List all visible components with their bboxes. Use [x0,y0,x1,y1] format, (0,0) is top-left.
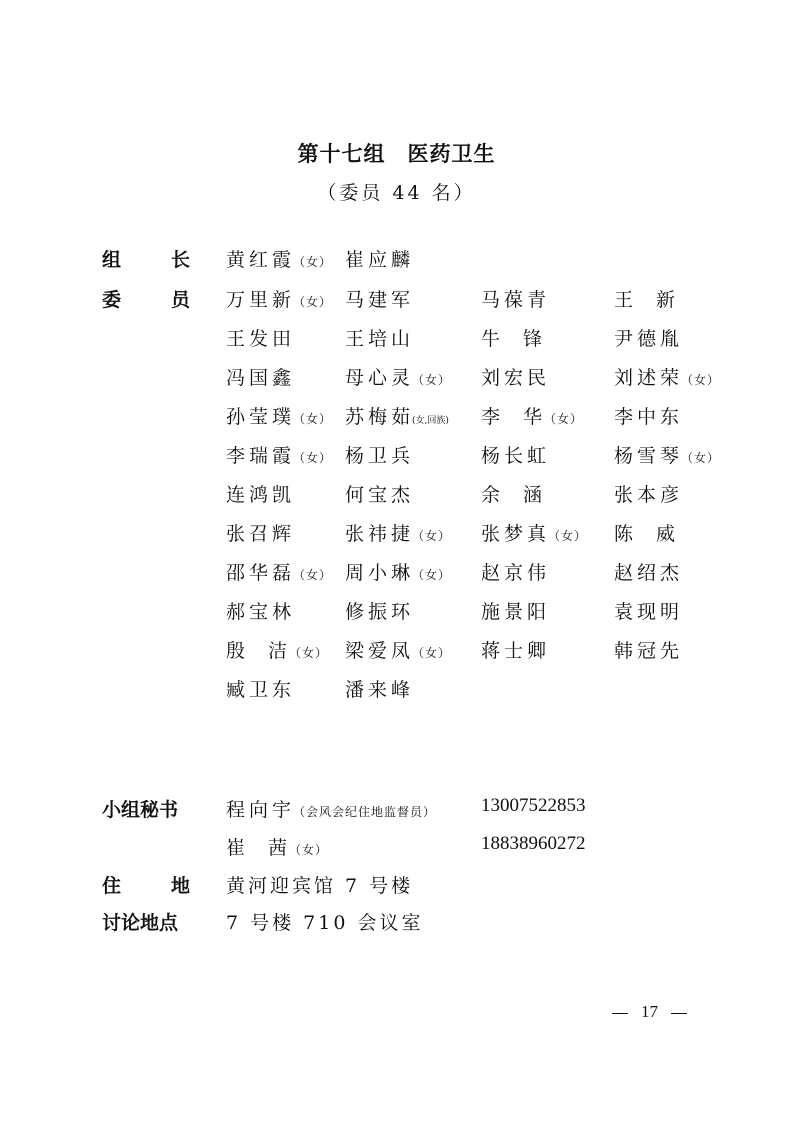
member-entry [226,441,332,468]
member-entry [226,675,295,702]
person-note: （女） [412,646,452,660]
member-entry [345,558,451,585]
member-entry [614,480,683,507]
dash-left [612,1013,628,1014]
member-entry [226,285,332,312]
person-name: 刘宏民 [481,367,551,389]
group-title [0,138,793,168]
member-entry [345,324,414,351]
member-entry [226,363,295,390]
member-entry [345,675,414,702]
person-name: 梁爱凤 [345,640,415,662]
person-name: 杨卫兵 [345,445,415,467]
person-name: 余 涵 [481,484,547,506]
lodging-label: 住 地 [102,875,190,897]
secretary-phone: 13007522853 [481,795,586,816]
lodging-value: 黄河迎宾馆 7 号楼 [226,875,414,897]
member-entry [481,636,550,663]
member-entry [614,558,683,585]
person-note: （女） [544,412,584,426]
secretary-note: （会风会纪住地监督员） [293,805,437,819]
member-entry [614,441,720,468]
leader-entry [226,245,332,272]
person-name: 修振环 [345,601,415,623]
member-entry [226,558,332,585]
member-entry [614,285,679,312]
person-note: （女） [681,373,721,387]
member-entry [345,363,451,390]
secretary-name: 崔 茜 [226,837,292,859]
person-name: 黄红霞 [226,249,296,271]
member-entry [614,519,679,546]
member-entry [614,636,683,663]
person-name: 王 新 [614,289,680,311]
member-entry [481,324,546,351]
member-entry [481,558,550,585]
person-name: 牛 锋 [481,328,547,350]
dash-right [671,1013,687,1014]
person-name: 邵华磊 [226,562,296,584]
person-note: (女,回族) [412,416,449,426]
person-name: 赵绍杰 [614,562,684,584]
person-name: 孙莹璞 [226,406,296,428]
member-entry [226,324,295,351]
person-name: 施景阳 [481,601,551,623]
person-name: 郝宝林 [226,601,296,623]
person-name: 万里新 [226,289,296,311]
person-name: 苏梅茹 [345,406,415,428]
person-note: （女） [412,529,452,543]
member-entry [481,597,550,624]
person-name: 母心灵 [345,367,415,389]
person-note: （女） [293,412,333,426]
member-entry [226,480,295,507]
person-name: 陈 威 [614,523,680,545]
member-entry [226,402,332,429]
member-entry [481,519,587,546]
member-entry [345,441,414,468]
secretary-name: 程向宇 [226,799,296,821]
person-note: （女） [293,451,333,465]
person-name: 蒋士卿 [481,640,551,662]
page-footer [612,1002,687,1022]
member-entry [345,519,451,546]
person-name: 杨雪琴 [614,445,684,467]
person-note: （女） [548,529,588,543]
member-entry [614,402,683,429]
person-name: 马葆青 [481,289,551,311]
person-note: （女） [412,568,452,582]
member-entry [345,402,449,429]
person-name: 李瑞霞 [226,445,296,467]
person-name: 周小琳 [345,562,415,584]
group-field: 医药卫生 [407,142,496,166]
page-number: 17 [641,1002,658,1021]
member-entry [226,519,295,546]
person-name: 张召辉 [226,523,296,545]
member-entry [345,285,414,312]
person-name: 韩冠先 [614,640,684,662]
member-entry [226,636,328,663]
person-name: 马建军 [345,289,415,311]
person-name: 连鸿凯 [226,484,296,506]
person-name: 张梦真 [481,523,551,545]
group-number: 第十七组 [297,142,386,166]
person-name: 李中东 [614,406,684,428]
member-entry [345,597,414,624]
member-entry [345,480,414,507]
person-name: 殷 洁 [226,640,292,662]
member-entry [226,597,295,624]
member-label: 委 员 [102,289,190,311]
member-entry [614,324,683,351]
leader-label: 组 长 [102,249,190,271]
person-name: 张祎捷 [345,523,415,545]
member-entry [481,402,583,429]
secretary-phone: 18838960272 [481,833,586,854]
person-name: 王发田 [226,328,296,350]
member-entry [481,363,550,390]
person-note: （女） [293,568,333,582]
member-entry [481,285,550,312]
person-name: 李 华 [481,406,547,428]
leader-entry [345,245,414,272]
person-name: 臧卫东 [226,679,296,701]
secretary-entry [226,795,436,822]
venue-label: 讨论地点 [102,912,179,934]
member-entry [345,636,451,663]
person-note: （女） [289,646,329,660]
member-count: （委员 44 名） [317,182,476,204]
member-entry [481,480,546,507]
person-name: 尹德胤 [614,328,684,350]
person-name: 崔应麟 [345,249,415,271]
person-note: （女） [681,451,721,465]
secretary-label: 小组秘书 [102,799,179,821]
person-note: （女） [293,295,333,309]
person-note: （女） [412,373,452,387]
secretary-note: （女） [289,843,329,857]
person-name: 王培山 [345,328,415,350]
member-entry [614,363,720,390]
person-name: 潘来峰 [345,679,415,701]
person-name: 赵京伟 [481,562,551,584]
person-name: 刘述荣 [614,367,684,389]
member-entry [481,441,550,468]
person-note: （女） [293,255,333,269]
person-name: 袁现明 [614,601,684,623]
person-name: 冯国鑫 [226,367,296,389]
venue-value: 7 号楼 710 会议室 [226,912,424,934]
member-entry [614,597,683,624]
person-name: 何宝杰 [345,484,415,506]
person-name: 张本彦 [614,484,684,506]
secretary-entry [226,833,328,860]
person-name: 杨长虹 [481,445,551,467]
